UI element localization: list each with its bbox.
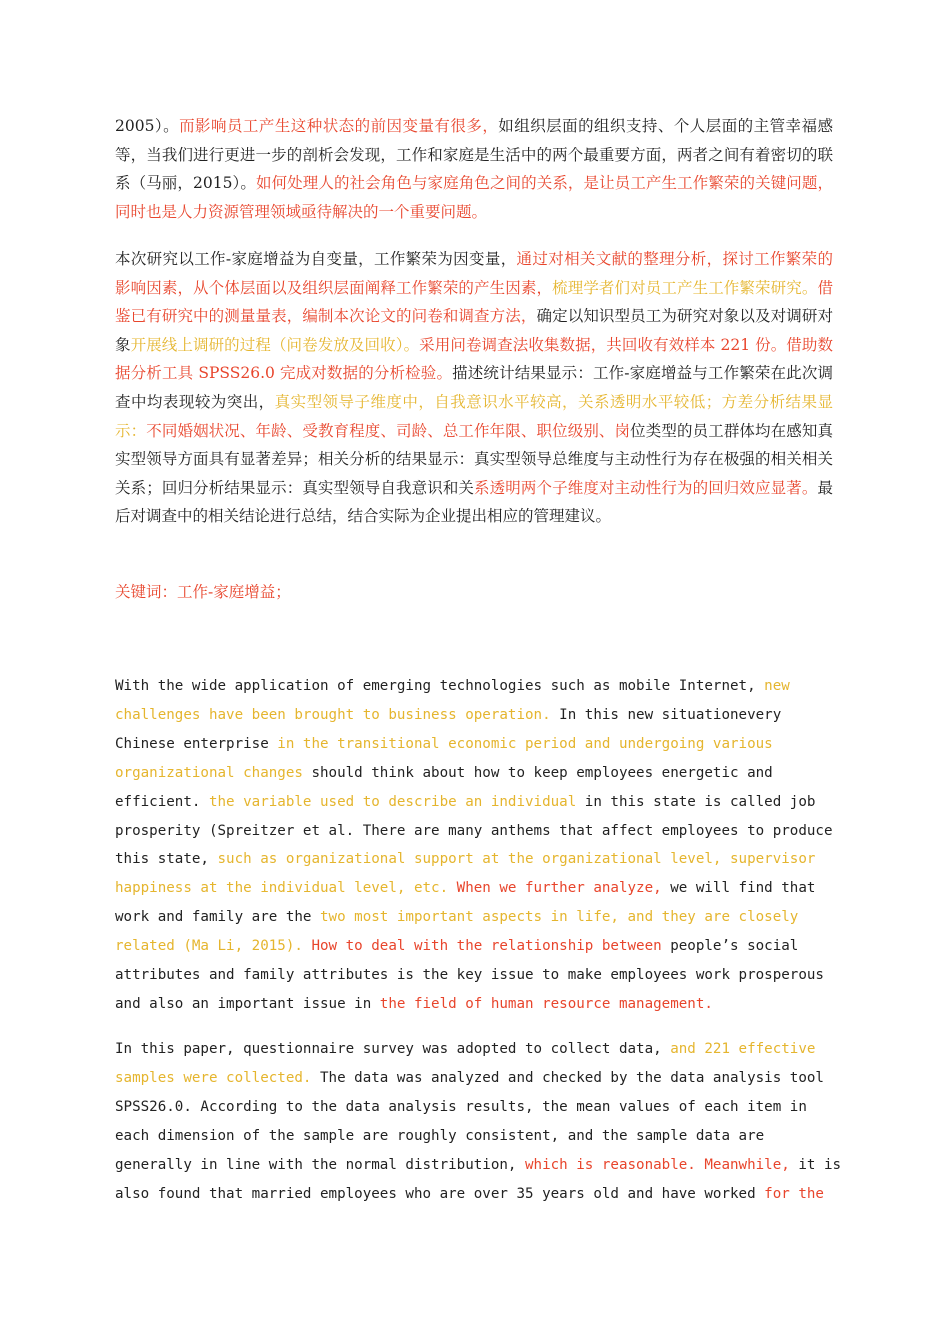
- text-run: this state,: [115, 851, 218, 868]
- text-line: [115, 903, 833, 932]
- highlighted-text-yellow: happiness at the individual level, etc.: [115, 880, 457, 897]
- text-run: generally in line with the normal distribution,: [115, 1156, 525, 1173]
- text-line: [115, 817, 833, 846]
- english-paragraph-background: [115, 672, 833, 1019]
- highlighted-text-yellow: in the transitional economic period and undergoing various: [277, 735, 773, 752]
- text-run: 确定以知识型员工为研究对象以及对调研对象: [115, 307, 833, 354]
- text-run: efficient.: [115, 793, 209, 810]
- text-line: [115, 1035, 833, 1064]
- text-line: [115, 730, 833, 759]
- highlighted-text-red: 通过对相关文献的整理分析，探讨工作繁荣的影响因素，从个体层面以及组织层面阐释工作繁荣的产生因素，: [115, 250, 833, 297]
- text-run: we will find that: [661, 880, 816, 897]
- text-line: [115, 788, 833, 817]
- highlighted-text-yellow: 梳理学者们对员工产生工作繁荣研究。: [552, 278, 818, 297]
- highlighted-text-red: When we further analyze,: [456, 880, 662, 897]
- text-line: [115, 1093, 833, 1122]
- text-run: In this new situationevery: [550, 706, 782, 723]
- highlighted-text-yellow: such as organizational support at the organizational level, supervisor: [217, 851, 816, 868]
- text-line: [115, 672, 833, 701]
- text-run: it is: [789, 1156, 842, 1173]
- text-run: 描述统计结果显示：工作-家庭增益与工作繁荣在此次调查中均表现较为突出，: [115, 364, 833, 411]
- highlighted-text-yellow: 开展线上调研的过程（问卷发放及回收）。: [130, 335, 420, 354]
- text-run: also found that married employees who are over 35 years old and have worked: [115, 1185, 765, 1202]
- highlighted-text-red: 而影响员工产生这种状态的前因变量有很多，: [179, 117, 499, 135]
- highlighted-text-yellow: challenges have been brought to business operation.: [115, 706, 551, 723]
- text-run: attributes and family attributes is the key issue to make employees work prosperous: [115, 967, 824, 984]
- highlighted-text-red: the field of human resource management.: [379, 995, 713, 1012]
- highlighted-text-red: How to deal with the relationship between: [311, 938, 662, 955]
- text-run: SPSS26.0. According to the data analysis results, the mean values of each item in: [115, 1098, 807, 1115]
- text-run: Chinese enterprise: [115, 735, 278, 752]
- text-line: [115, 874, 833, 903]
- text-run: 位类型的员工群体均在感知真实型领导方面具有显著差异；相关分析的结果显示：真实型领导总维度与主动性行为存在极强的相关相关关系；回归分析结果显示：真实型领导自我意识和关: [115, 421, 833, 497]
- highlighted-text-red: 系透明两个子维度对主动性行为的回归效应显著。: [474, 478, 818, 497]
- highlighted-text-red: 不同婚姻状况、年龄、受教育程度、司龄、总工作年限、职位级别、岗: [146, 421, 631, 440]
- highlighted-text-yellow: new: [764, 678, 790, 694]
- highlighted-text-yellow: the variable used to describe an individual: [208, 793, 577, 810]
- text-run: 2005）。: [115, 117, 180, 135]
- text-line: [115, 759, 833, 788]
- text-run: and also an important issue in: [115, 995, 380, 1012]
- chinese-paragraph-background: [115, 112, 833, 226]
- highlighted-text-yellow: organizational changes: [115, 764, 303, 781]
- text-line: [115, 1064, 833, 1093]
- highlighted-text-red: 采用问卷调查法收集数据，共回收有效样本 221 份。借助数据分析工具 SPSS26.0 完成对数据的分析检验。: [115, 335, 833, 383]
- text-run: 如组织层面的组织支持、个人层面的主管幸福感等，当我们进行更进一步的剖析会发现，工作和家庭是生活中的两个最重要方面，两者之间有着密切的联系（马丽，2015）。: [115, 117, 833, 193]
- text-run: With the wide application of emerging technologies such as mobile Internet,: [115, 678, 765, 694]
- text-line: [115, 990, 833, 1019]
- text-run: In this paper, questionnaire survey was adopted to collect data,: [115, 1041, 671, 1057]
- text-run: each dimension of the sample are roughly consistent, and the sample data are: [115, 1127, 765, 1144]
- text-line: [115, 961, 833, 990]
- english-paragraph-method: [115, 1035, 842, 1208]
- text-line: [115, 1151, 842, 1180]
- highlighted-text-red: for the: [764, 1185, 824, 1202]
- highlighted-text-yellow: 真实型领导子维度中，自我意识水平较高，关系透明水平较低；方差分析结果显示：: [115, 392, 833, 440]
- text-line: [115, 1122, 833, 1151]
- text-run: 最后对调查中的相关结论进行总结，结合实际为企业提出相应的管理建议。: [115, 478, 833, 526]
- highlighted-text-yellow: related (Ma Li, 2015).: [115, 938, 312, 955]
- text-line: [115, 701, 833, 730]
- highlighted-text-yellow: samples were collected.: [115, 1069, 312, 1086]
- text-run: people’s social: [661, 938, 799, 955]
- text-run: The data was analyzed and checked by the data analysis tool: [311, 1069, 824, 1086]
- text-run: should think about how to keep employees energetic and: [302, 764, 773, 781]
- highlighted-text-red: 如何处理人的社会角色与家庭角色之间的关系，是让员工产生工作繁荣的关键问题，同时也是人力资源管理领域亟待解决的一个重要问题。: [115, 174, 833, 221]
- text-run: 本次研究以工作-家庭增益为自变量，工作繁荣为因变量，: [115, 250, 517, 268]
- highlighted-text-yellow: two most important aspects in life, and they are closely: [320, 909, 799, 926]
- text-line: [115, 845, 833, 874]
- highlighted-text-yellow: and 221 effective: [670, 1041, 816, 1057]
- text-run: prosperity (Spreitzer et al. There are many anthems that affect employees to produce: [115, 822, 833, 839]
- text-line: [115, 932, 833, 961]
- highlighted-text-red: which is reasonable. Meanwhile,: [525, 1156, 790, 1173]
- highlighted-text-red: 借鉴已有研究中的测量量表，编制本次论文的问卷和调查方法，: [115, 278, 833, 326]
- text-run: in this state is called job: [576, 793, 816, 810]
- keywords-line: 关键词：工作-家庭增益；: [115, 583, 291, 601]
- chinese-paragraph-abstract: [115, 245, 833, 531]
- text-line: [115, 1180, 833, 1209]
- text-run: work and family are the: [115, 909, 320, 926]
